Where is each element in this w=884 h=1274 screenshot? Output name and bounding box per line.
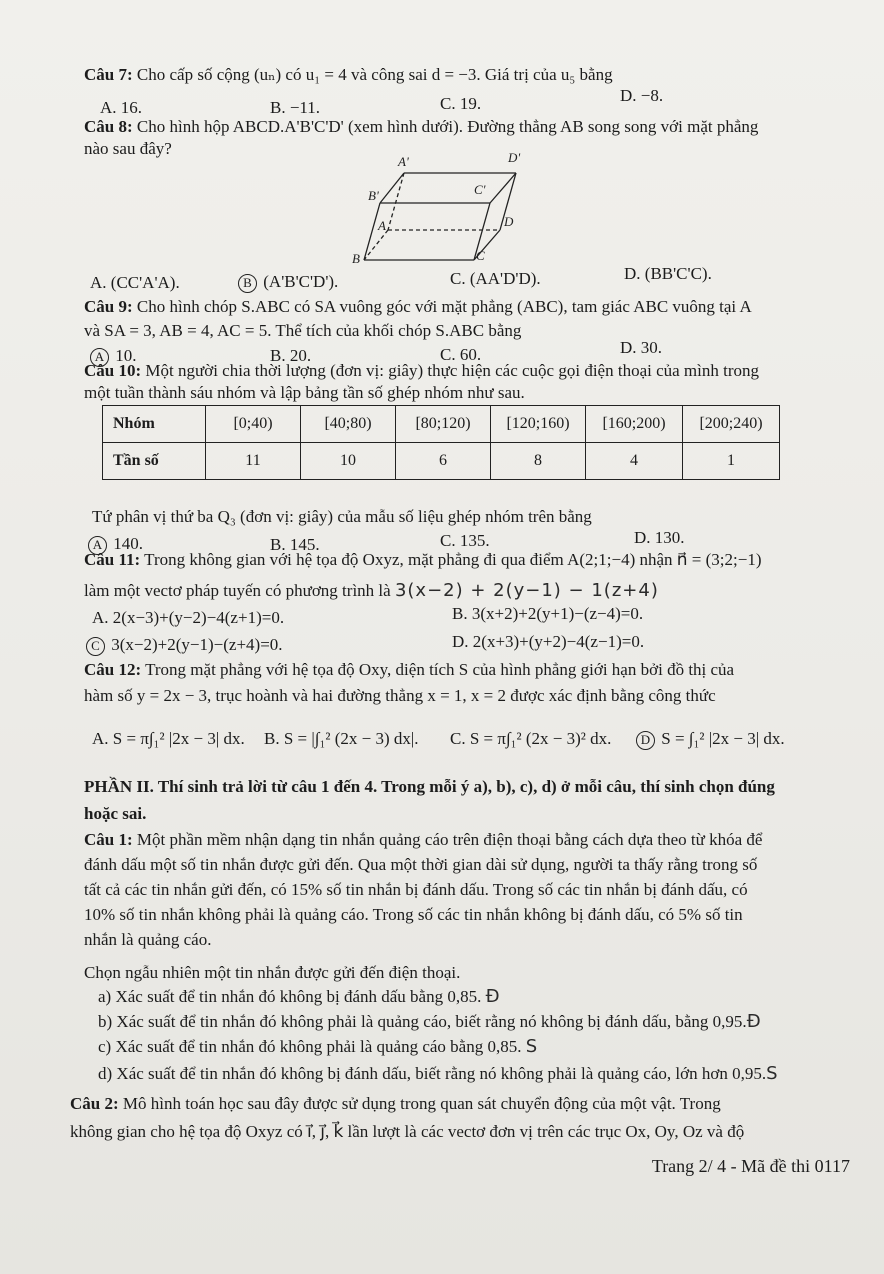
frequency-table xyxy=(102,405,780,480)
selected-answer-circle-icon: A xyxy=(88,536,107,555)
q11-option-c xyxy=(86,634,283,656)
part2-q2 xyxy=(70,1093,721,1115)
q9-label: Câu 9: xyxy=(84,297,133,316)
q10-text-3: Tứ phân vị thứ ba Q₃ (đơn vị: giây) của mẫu số liệu ghép nhóm trên bằng xyxy=(92,507,592,526)
q12-option-d xyxy=(636,728,785,750)
part2-q2-line-2: không gian cho hệ tọa độ Oxyz có i⃗, j⃗, k⃗ lần lượt là các vectơ đơn vị trên các trục Ox, Oy, Oz và độ xyxy=(70,1122,745,1141)
q9-option-c: C. 60. xyxy=(440,345,482,364)
question-12 xyxy=(84,659,734,681)
q12-option-a: A. S = π∫₁² |2x − 3| dx. xyxy=(92,729,245,748)
question-11 xyxy=(84,549,762,571)
q10-text-2: một tuần thành sáu nhóm và lập bảng tần số ghép nhóm như sau. xyxy=(84,383,525,402)
table-cell: [160;200) xyxy=(586,406,683,443)
vertex-b: B xyxy=(352,251,360,266)
vertex-a-prime: A' xyxy=(398,154,409,169)
q10-option-d: D. 130. xyxy=(634,528,685,547)
q7-option-b: B. −11. xyxy=(270,98,321,117)
table-cell: [120;160) xyxy=(491,406,586,443)
statement-d-text: d) Xác suất để tin nhắn đó không bị đánh dấu, biết rằng nó không phải là quảng cáo, lớn hơn 0,95. xyxy=(98,1064,767,1083)
q8-text-1: Cho hình hộp ABCD.A'B'C'D' (xem hình dưới). Đường thẳng AB song song với mặt phẳng xyxy=(136,117,759,136)
parallelepiped-figure xyxy=(340,148,540,268)
table-cell: 10 xyxy=(301,443,396,480)
part2-q1-line-3: tất cả các tin nhắn gửi đến, có 15% số tin nhắn bị đánh dấu. Trong số các tin nhắn bị đánh dấu, có xyxy=(84,880,748,899)
vertex-c-prime: C' xyxy=(474,182,486,197)
vertex-d-prime: D' xyxy=(508,150,521,165)
q11-option-d: D. 2(x+3)+(y+2)−4(z−1)=0. xyxy=(452,632,645,651)
part2-q1-statement-a xyxy=(98,986,501,1008)
q8-option-c: C. (AA'D'D). xyxy=(450,269,541,288)
table-cell: [0;40) xyxy=(206,406,301,443)
part2-q1-label: Câu 1: xyxy=(84,830,133,849)
part2-q1-statement-c xyxy=(98,1036,538,1058)
q12-option-d-text: S = ∫₁² |2x − 3| dx. xyxy=(657,729,785,748)
table-cell: [40;80) xyxy=(301,406,396,443)
selected-answer-circle-icon: B xyxy=(238,274,257,293)
q10-option-a-text: 140. xyxy=(109,534,143,553)
part2-q1-line-5: nhắn là quảng cáo. xyxy=(84,930,212,949)
q8-option-b xyxy=(238,271,338,293)
q7-text: Cho cấp số cộng (uₙ) có u₁ = 4 và công sai d = −3. Giá trị của u₅ bằng xyxy=(136,65,613,84)
part2-q1-line-1: Một phần mềm nhận dạng tin nhắn quảng cáo trên điện thoại bằng cách dựa theo từ khóa để xyxy=(136,830,763,849)
part2-q1-statement-d xyxy=(98,1063,779,1085)
q11-text-2-print: làm một vectơ pháp tuyến có phương trình là xyxy=(84,581,391,600)
selected-answer-circle-icon: D xyxy=(636,731,655,750)
handwritten-mark: S xyxy=(766,1063,779,1084)
q7-option-c: C. 19. xyxy=(440,94,482,113)
part2-q1-line-2: đánh dấu một số tin nhắn được gửi đến. Qua một thời gian dài sử dụng, người ta thấy rằng trong số xyxy=(84,855,758,874)
q10-option-b: B. 145. xyxy=(270,535,320,554)
part2-q2-line-1: Mô hình toán học sau đây được sử dụng trong quan sát chuyển động của một vật. Trong xyxy=(122,1094,721,1113)
table-row xyxy=(103,406,780,443)
part2-q1-line-4: 10% số tin nhắn không phải là quảng cáo. Trong số các tin nhắn không bị đánh dấu, có 5% số tin xyxy=(84,905,743,924)
handwritten-mark: Đ xyxy=(485,986,501,1007)
q11-text-1: Trong không gian với hệ tọa độ Oxyz, mặt phẳng đi qua điểm A(2;1;−4) nhận n⃗ = (3;2;−1) xyxy=(144,550,762,569)
q9-text-2: và SA = 3, AB = 4, AC = 5. Thể tích của khối chóp S.ABC bằng xyxy=(84,321,522,340)
q11-label: Câu 11: xyxy=(84,550,141,569)
q12-text-2: hàm số y = 2x − 3, trục hoành và hai đường thẳng x = 1, x = 2 được xác định bằng công thức xyxy=(84,686,716,705)
handwritten-mark: S xyxy=(525,1036,539,1057)
page-footer: Trang 2/ 4 - Mã đề thi 0117 xyxy=(651,1156,850,1176)
part-2-heading: PHẦN II. Thí sinh trả lời từ câu 1 đến 4. Trong mỗi ý a), b), c), d) ở mỗi câu, thí sinh chọn đúng xyxy=(84,777,775,796)
q9-option-a-text: 10. xyxy=(111,346,137,365)
q12-label: Câu 12: xyxy=(84,660,142,679)
q7-option-d: D. −8. xyxy=(620,86,664,105)
question-7 xyxy=(84,64,613,86)
table-cell: 4 xyxy=(586,443,683,480)
vertex-c: C xyxy=(476,248,485,263)
part2-q2-label: Câu 2: xyxy=(70,1094,119,1113)
part2-q1 xyxy=(84,829,762,851)
selected-answer-circle-icon: A xyxy=(90,348,109,367)
q12-option-b: B. S = |∫₁² (2x − 3) dx|. xyxy=(264,729,419,748)
table-cell: [200;240) xyxy=(683,406,780,443)
table-cell: 6 xyxy=(396,443,491,480)
q8-option-a: A. (CC'A'A). xyxy=(90,273,180,292)
vertex-b-prime: B' xyxy=(368,188,379,203)
vertex-d: D xyxy=(504,214,514,229)
q7-option-a: A. 16. xyxy=(100,98,143,117)
question-10 xyxy=(84,360,759,382)
table-header-cell: Tần số xyxy=(103,443,206,480)
part2-q1-statement-b xyxy=(98,1011,762,1033)
statement-a-text: a) Xác suất để tin nhắn đó không bị đánh dấu bằng 0,85. xyxy=(98,987,482,1006)
table-row xyxy=(103,443,780,480)
part-2-heading-2: hoặc sai. xyxy=(84,804,147,823)
q12-text-1: Trong mặt phẳng với hệ tọa độ Oxy, diện tích S của hình phẳng giới hạn bởi đồ thị của xyxy=(145,660,735,679)
q7-label: Câu 7: xyxy=(84,65,133,84)
q11-option-a: A. 2(x−3)+(y−2)−4(z+1)=0. xyxy=(92,608,285,627)
question-9 xyxy=(84,296,752,318)
q9-option-b: B. 20. xyxy=(270,346,312,365)
part2-q1-prompt: Chọn ngẫu nhiên một tin nhắn được gửi đến điện thoại. xyxy=(84,963,461,982)
q11-option-b: B. 3(x+2)+2(y+1)−(z−4)=0. xyxy=(452,604,644,623)
q9-text-1: Cho hình chóp S.ABC có SA vuông góc với mặt phẳng (ABC), tam giác ABC vuông tại A xyxy=(136,297,752,316)
q10-label: Câu 10: xyxy=(84,361,142,380)
table-cell: [80;120) xyxy=(396,406,491,443)
q11-option-c-text: 3(x−2)+2(y−1)−(z+4)=0. xyxy=(107,635,283,654)
table-header-cell: Nhóm xyxy=(103,406,206,443)
statement-b-text: b) Xác suất để tin nhắn đó không phải là quảng cáo, biết rằng nó không bị đánh dấu, bằng 0,95. xyxy=(98,1012,747,1031)
selected-answer-circle-icon: C xyxy=(86,637,105,656)
vertex-a: A xyxy=(378,218,386,233)
handwritten-mark: Đ xyxy=(746,1011,762,1032)
q10-option-c: C. 135. xyxy=(440,531,490,550)
q8-option-d: D. (BB'C'C). xyxy=(624,264,712,283)
statement-c-text: c) Xác suất để tin nhắn đó không phải là quảng cáo bằng 0,85. xyxy=(98,1037,522,1056)
handwritten-note: 3(x−2) + 2(y−1) − 1(z+4) xyxy=(394,580,659,601)
table-cell: 8 xyxy=(491,443,586,480)
question-8 xyxy=(84,116,758,138)
q10-text-1: Một người chia thời lượng (đơn vị: giây) thực hiện các cuộc gọi điện thoại của mình trong xyxy=(145,361,760,380)
q8-label: Câu 8: xyxy=(84,117,133,136)
q8-text-2: nào sau đây? xyxy=(84,139,172,158)
q8-option-b-text: (A'B'C'D'). xyxy=(259,272,339,291)
q9-option-d: D. 30. xyxy=(620,338,663,357)
table-cell: 1 xyxy=(683,443,780,480)
q11-text-2 xyxy=(84,580,659,602)
table-cell: 11 xyxy=(206,443,301,480)
q12-option-c: C. S = π∫₁² (2x − 3)² dx. xyxy=(450,729,612,748)
